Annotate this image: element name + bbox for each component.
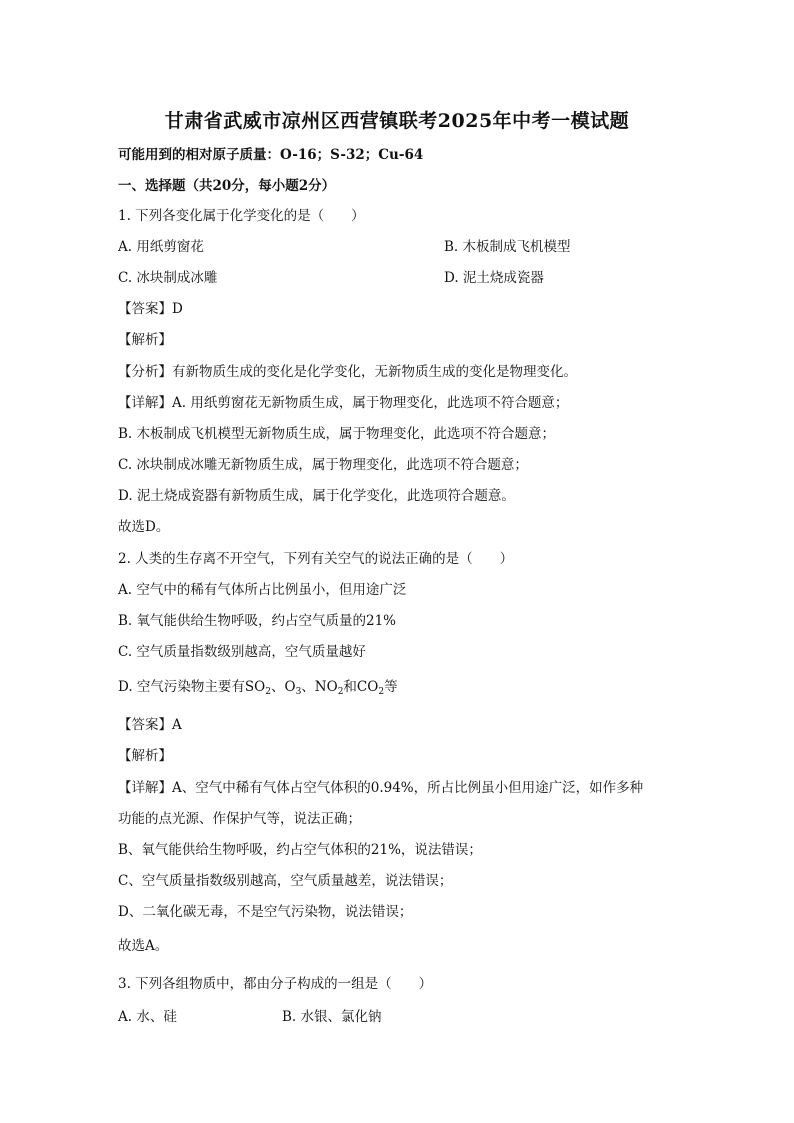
question-1-detail-c: C. 冰块制成冰雕无新物质生成，属于物理变化，此选项不符合题意； — [118, 457, 528, 473]
question-2-option-a: A. 空气中的稀有气体所占比例虽小，但用途广泛 — [118, 582, 407, 598]
question-1-option-d: D. 泥土烧成瓷器 — [444, 270, 544, 286]
option-d-text: 、O — [270, 679, 296, 695]
question-2-option-b: B. 氧气能供给生物呼吸，约占空气质量的21% — [118, 613, 397, 629]
atomic-mass-note: 可能用到的相对原子质量：O-16；S-32；Cu-64 — [118, 147, 424, 163]
subscript: 2 — [265, 687, 271, 697]
question-1-conclusion: 故选D。 — [118, 519, 170, 535]
option-d-text: 等 — [384, 679, 398, 695]
question-1-option-c: C. 冰块制成冰雕 — [118, 270, 218, 286]
option-d-text: D. 空气污染物主要有SO — [118, 679, 266, 695]
question-2-analysis-label: 【解析】 — [118, 748, 172, 764]
question-2-conclusion: 故选A。 — [118, 938, 169, 954]
question-2-answer: 【答案】A — [118, 717, 182, 733]
subscript: 3 — [295, 687, 302, 697]
question-1-option-b: B. 木板制成飞机模型 — [444, 239, 571, 255]
question-1-option-a: A. 用纸剪窗花 — [118, 239, 204, 255]
question-1-analysis-label: 【解析】 — [118, 332, 172, 348]
question-2-detail-b: B、氧气能供给生物呼吸，约占空气体积的21%，说法错误； — [118, 842, 482, 858]
question-1-detail-a: 【详解】A. 用纸剪窗花无新物质生成，属于物理变化，此选项不符合题意； — [118, 395, 569, 411]
question-1-fenxi: 【分析】有新物质生成的变化是化学变化，无新物质生成的变化是物理变化。 — [118, 364, 577, 380]
question-3-option-b: B. 水银、氯化钠 — [282, 1009, 382, 1025]
option-d-text: 、NO — [301, 679, 338, 695]
question-2-stem: 2. 人类的生存离不开空气，下列有关空气的说法正确的是（ ） — [118, 551, 514, 567]
question-2-option-c: C. 空气质量指数级别越高，空气质量越好 — [118, 644, 366, 660]
question-2-detail-d: D、二氧化碳无毒，不是空气污染物，说法错误； — [118, 904, 413, 920]
question-3-option-a: A. 水、硅 — [118, 1009, 177, 1025]
question-2-detail-a-cont: 功能的点光源、作保护气等，说法正确； — [118, 811, 361, 827]
question-1-detail-b: B. 木板制成飞机模型无新物质生成，属于物理变化，此选项不符合题意； — [118, 426, 556, 442]
subscript: 2 — [337, 687, 344, 697]
question-2-detail-a: 【详解】A、空气中稀有气体占空气体积的0.94%，所占比例虽小但用途广泛，如作多种 — [118, 780, 644, 796]
question-1-answer: 【答案】D — [118, 301, 183, 317]
section-heading: 一、选择题（共20分，每小题2分） — [118, 178, 336, 194]
question-3-stem: 3. 下列各组物质中，都由分子构成的一组是（ ） — [118, 976, 433, 992]
subscript: 2 — [378, 687, 385, 697]
question-1-stem: 1. 下列各变化属于化学变化的是（ ） — [118, 208, 365, 224]
option-d-text: 和CO — [343, 679, 379, 695]
page-title: 甘肃省武威市凉州区西营镇联考2025年中考一模试题 — [164, 110, 630, 132]
question-2-detail-c: C、空气质量指数级别越高，空气质量越差，说法错误； — [118, 873, 453, 889]
question-2-option-d — [118, 678, 398, 701]
question-1-detail-d: D. 泥土烧成瓷器有新物质生成，属于化学变化，此选项符合题意。 — [118, 488, 515, 504]
